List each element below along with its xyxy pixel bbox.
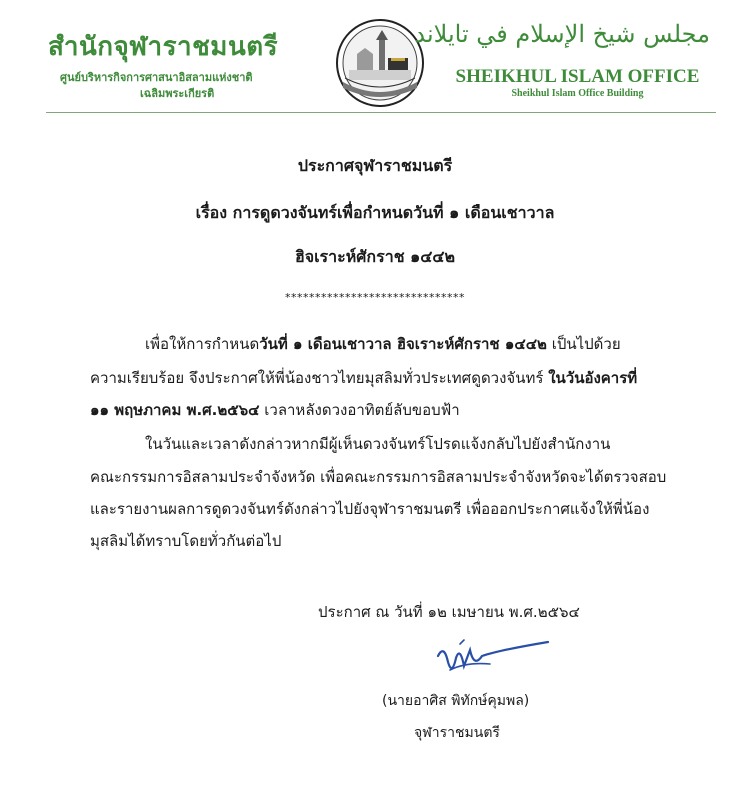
org-subtitle-thai: ศูนย์บริหารกิจการศาสนาอิสลามแห่งชาติ [60,71,253,84]
text-segment: เวลาหลังดวงอาทิตย์ลับขอบฟ้า [259,401,460,419]
header-divider [46,112,716,113]
document-era: ฮิจเราะห์ศักราช ๑๔๔๒ [294,247,456,266]
letterhead [0,0,750,118]
org-subtitle-thai-2: เฉลิมพระเกียรติ [140,87,215,100]
bold-day-segment: ในวันอังคารที่ [548,369,638,387]
seal-logo-icon [335,18,425,108]
separator: ****************************** [285,291,465,304]
org-name-arabic: مجلس شيخ الإسلام في تايلاند [414,20,710,48]
paragraph-1-line-1 [145,334,621,354]
paragraph-2-line-3: และรายงานผลการดูดวงจันทร์ดังกล่าวไปยังจุฬาราชมนตรี เพื่อออกประกาศแจ้งให้พี่น้อง [90,500,650,518]
text-segment: เป็นไปด้วย [546,335,621,353]
document-heading: ประกาศจุฬาราชมนตรี [297,156,453,175]
paragraph-1-line-2 [90,368,637,388]
org-building-english: Sheikhul Islam Office Building [511,88,644,99]
paragraph-1-line-3 [90,400,460,420]
paragraph-2-line-1: ในวันและเวลาดังกล่าวหากมีผู้เห็นดวงจันทร์โปรดแจ้งกลับไปยังสำนักงาน [145,435,611,453]
text-segment: เพื่อให้การกำหนด [145,335,260,353]
text-segment: ความเรียบร้อย จึงประกาศให้พี่น้องชาวไทยมุสลิมทั่วประเทศดูดวงจันทร์ [90,369,549,387]
org-name-english: SHEIKHUL ISLAM OFFICE [455,66,700,87]
bold-date-segment: ๑๑ พฤษภาคม พ.ศ.๒๕๖๔ [90,401,260,419]
paragraph-2-line-2: คณะกรรมการอิสลามประจำจังหวัด เพื่อคณะกรรมการอิสลามประจำจังหวัดจะได้ตรวจสอบ [90,468,667,486]
document-subject: เรื่อง การดูดวงจันทร์เพื่อกำหนดวันที่ ๑ เดือนเชาวาล [195,203,555,222]
signature-image [430,636,550,684]
paragraph-2-line-4: มุสลิมได้ทราบโดยทั่วกันต่อไป [90,532,282,550]
signer-name: (นายอาศิส พิทักษ์คุมพล) [382,693,530,709]
signer-title: จุฬาราชมนตรี [414,725,500,741]
announcement-date: ประกาศ ณ วันที่ ๑๒ เมษายน พ.ศ.๒๕๖๔ [318,603,580,621]
org-name-thai: สำนักจุฬาราชมนตรี [48,32,279,62]
bold-date-segment: วันที่ ๑ เดือนเชาวาล ฮิจเราะห์ศักราช ๑๔๔๒ [259,335,547,353]
